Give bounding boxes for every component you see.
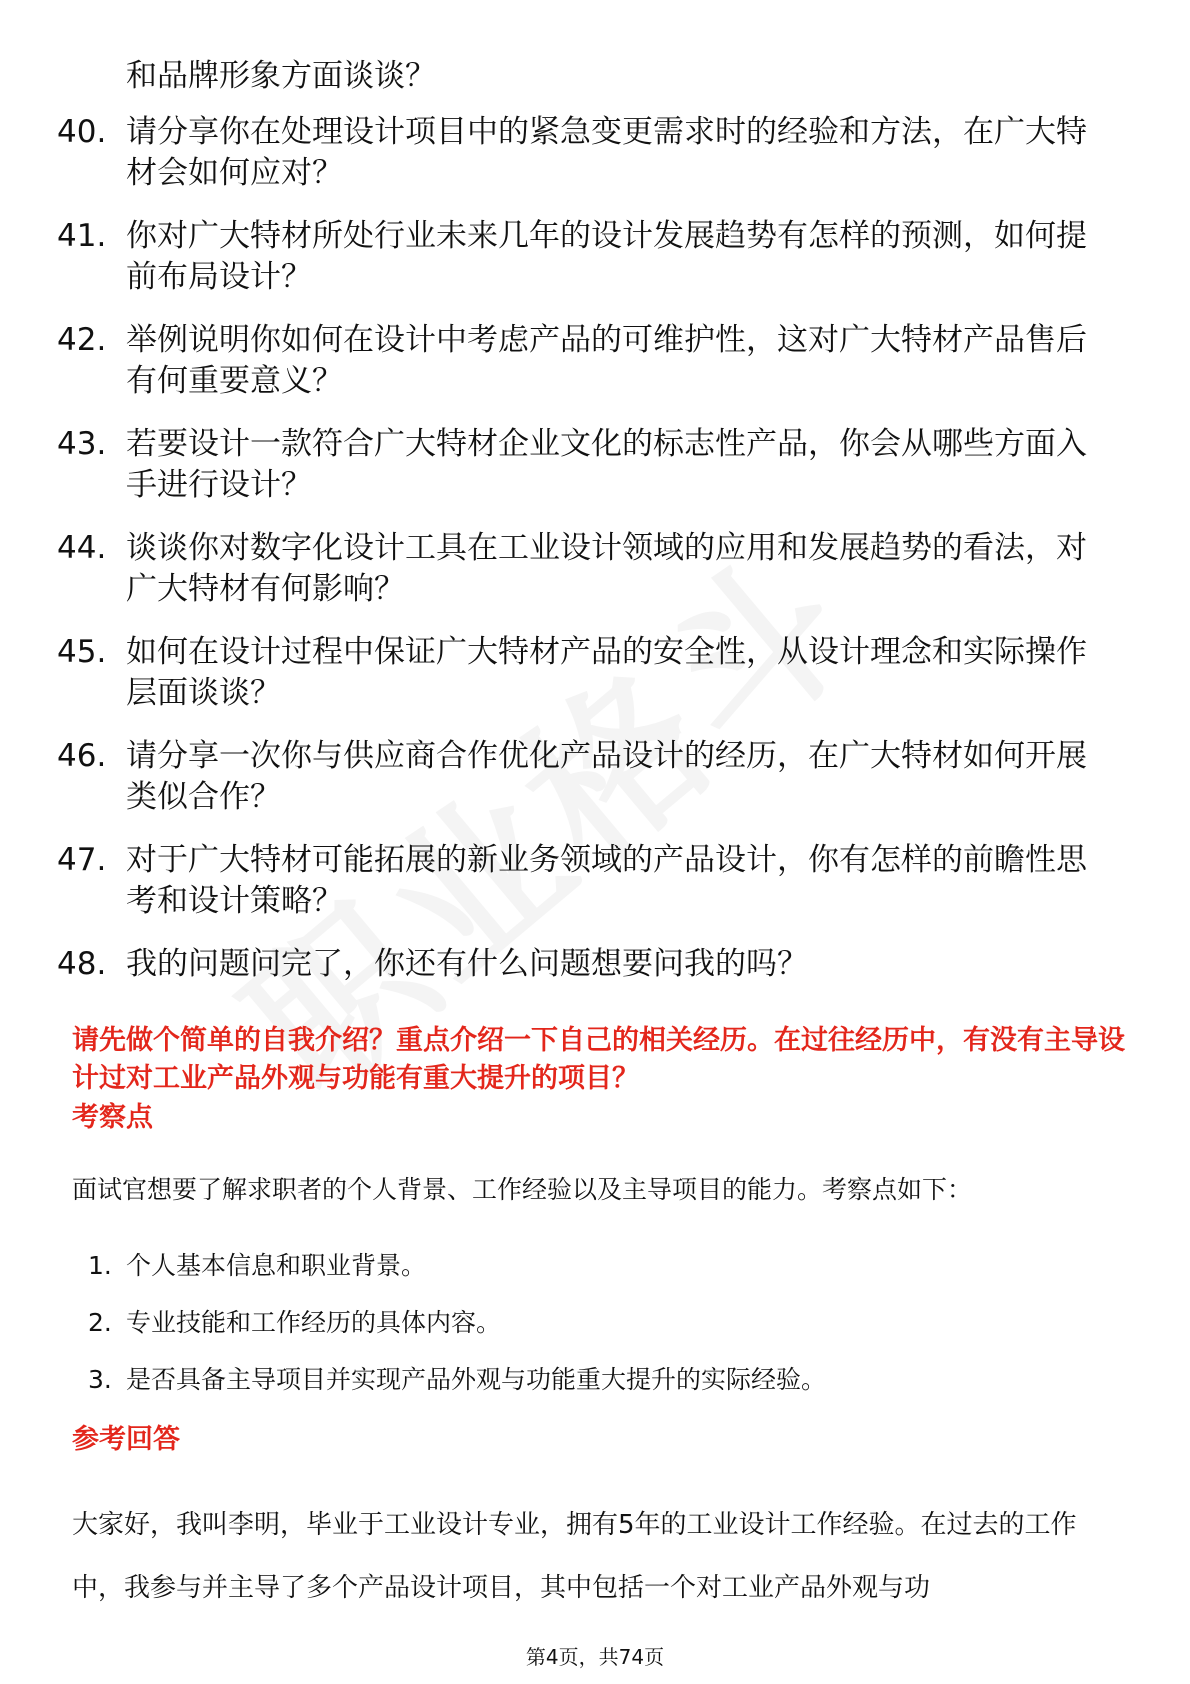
question-text: 对于广大特材可能拓展的新业务领域的产品设计，你有怎样的前瞻性思考和设计策略？	[126, 842, 1087, 919]
question-number: 48.	[57, 946, 107, 982]
question-item	[57, 944, 1137, 985]
list-item-number: 3.	[88, 1365, 112, 1394]
list-item	[88, 1362, 826, 1419]
assessment-label: 考察点	[72, 1102, 153, 1133]
question-number: 44.	[57, 530, 107, 566]
assessment-intro: 面试官想要了解求职者的个人背景、工作经验以及主导项目的能力。考察点如下：	[72, 1175, 973, 1204]
list-item-number: 1.	[88, 1251, 112, 1280]
answer-text: 大家好，我叫李明，毕业于工业设计专业，拥有5年的工业设计工作经验。在过去的工作中，我参与并主导了多个产品设计项目，其中包括一个对工业产品外观与功	[72, 1510, 1077, 1603]
question-item	[57, 216, 1137, 298]
question-item	[57, 320, 1137, 402]
question-number: 43.	[57, 426, 107, 462]
question-item	[57, 840, 1137, 922]
question-item	[57, 424, 1137, 506]
list-item-text: 是否具备主导项目并实现产品外观与功能重大提升的实际经验。	[126, 1365, 827, 1394]
question-text: 你对广大特材所处行业未来几年的设计发展趋势有怎样的预测，如何提前布局设计？	[126, 218, 1087, 295]
continued-question-line: 和品牌形象方面谈谈？	[126, 58, 436, 94]
question-number: 45.	[57, 634, 107, 670]
list-item-text: 个人基本信息和职业背景。	[126, 1251, 427, 1280]
question-number: 47.	[57, 842, 107, 878]
question-text: 如何在设计过程中保证广大特材产品的安全性，从设计理念和实际操作层面谈谈？	[126, 634, 1087, 711]
page-footer: 第4页，共74页	[525, 1645, 665, 1669]
question-item	[57, 112, 1137, 194]
question-item	[57, 736, 1137, 818]
question-text: 我的问题问完了，你还有什么问题想要问我的吗？	[126, 946, 808, 982]
assessment-points	[88, 1248, 826, 1419]
question-text: 举例说明你如何在设计中考虑产品的可维护性，这对广大特材产品售后有何重要意义？	[126, 322, 1087, 399]
list-item-number: 2.	[88, 1308, 112, 1337]
list-item-text: 专业技能和工作经历的具体内容。	[126, 1308, 502, 1337]
question-item	[57, 632, 1137, 714]
answer-label: 参考回答	[72, 1424, 180, 1455]
question-text: 若要设计一款符合广大特材企业文化的标志性产品，你会从哪些方面入手进行设计？	[126, 426, 1087, 503]
question-text: 请分享一次你与供应商合作优化产品设计的经历，在广大特材如何开展类似合作？	[126, 738, 1087, 815]
question-item	[57, 528, 1137, 610]
featured-question-heading: 请先做个简单的自我介绍？重点介绍一下自己的相关经历。在过往经历中，有没有主导设计过对工业产品外观与功能有重大提升的项目？	[72, 1025, 1125, 1094]
question-number: 42.	[57, 322, 107, 358]
question-text: 请分享你在处理设计项目中的紧急变更需求时的经验和方法，在广大特材会如何应对？	[126, 114, 1087, 191]
question-number: 46.	[57, 738, 107, 774]
question-number: 41.	[57, 218, 107, 254]
question-text: 谈谈你对数字化设计工具在工业设计领域的应用和发展趋势的看法，对广大特材有何影响？	[126, 530, 1087, 607]
question-list	[57, 112, 1137, 1007]
question-number: 40.	[57, 114, 107, 150]
list-item	[88, 1305, 826, 1362]
list-item	[88, 1248, 826, 1305]
